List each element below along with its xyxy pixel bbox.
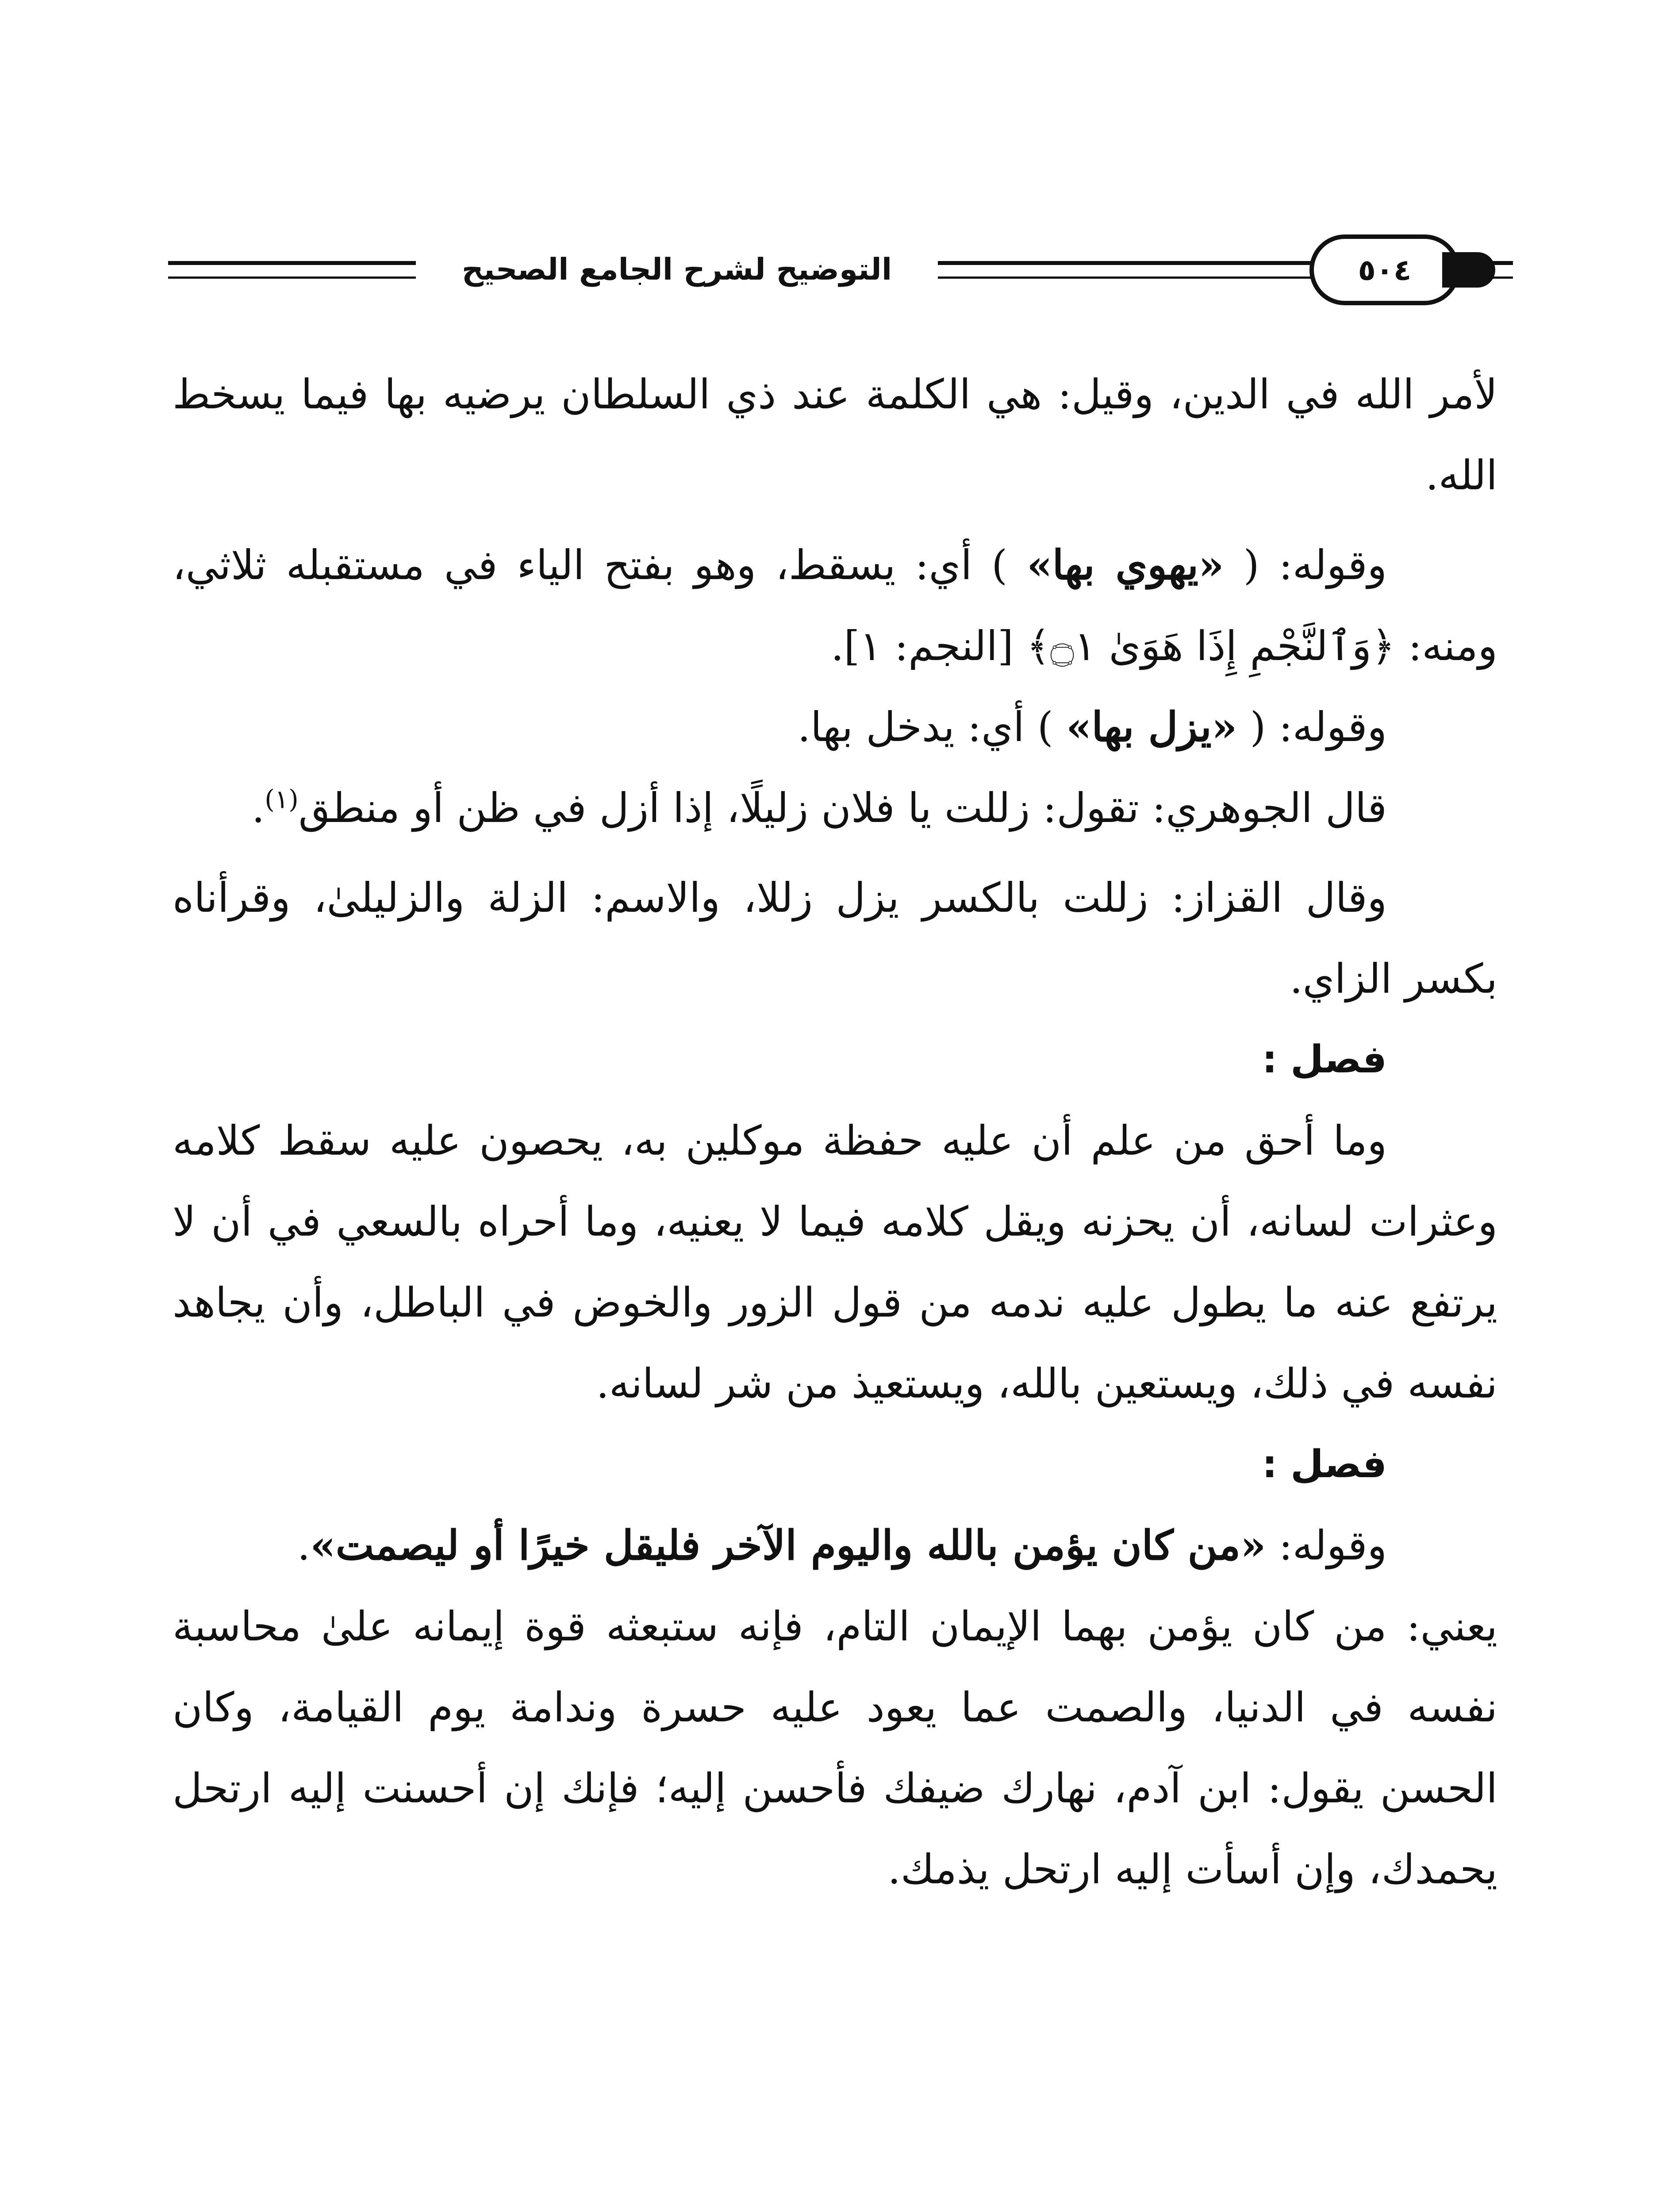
p2-pre: وقوله: ( bbox=[1224, 541, 1387, 589]
p7-end: . bbox=[297, 1522, 311, 1569]
paragraph-6: وما أحق من علم أن عليه حفظة موكلين به، يحصون عليه سقط كلامه وعثرات لسانه، أن يحزنه ويقل كلامه فيما لا يعنيه، وما أحراه بالسعي في أن لا يرتفع عنه ما يطول عليه ندمه من قول الزور والخوض في الباطل، وأن يجاهد نفسه في ذلك، ويستعين بالله، ويستعيذ من شر لسانه. bbox=[173, 1117, 1497, 1407]
header-left-rule-top bbox=[168, 261, 416, 265]
p4-text: قال الجوهري: تقول: زللت يا فلان زليلًا، إذا أزل في ظن أو منطق bbox=[298, 784, 1387, 832]
paragraph-2 bbox=[173, 525, 1497, 687]
footnote-ref: (١) bbox=[265, 784, 299, 814]
header-middle-rule-bottom bbox=[938, 276, 1318, 279]
main-text bbox=[173, 354, 1497, 1910]
page-number-badge: ٥٠٤ bbox=[1309, 234, 1460, 305]
header-right-rule-bottom bbox=[1491, 276, 1513, 279]
paragraph-7 bbox=[173, 1505, 1497, 1586]
section-heading-2: فصل : bbox=[1262, 1442, 1387, 1486]
page-badge-ornament bbox=[1442, 252, 1495, 288]
p3-post: ) أي: يدخل بها. bbox=[797, 703, 1067, 751]
header-left-rule-bottom bbox=[168, 276, 416, 279]
page-header bbox=[168, 230, 1513, 319]
paragraph-8: يعني: من كان يؤمن بهما الإيمان التام، فإنه ستبعثه قوة إيمانه علىٰ محاسبة نفسه في الدنيا، والصمت عما يعود عليه حسرة وندامة يوم القيامة، وكان الحسن يقول: ابن آدم، نهارك ضيفك فأحسن إليه؛ فإنك إن أحسنت إليه ارتحل يحمدك، وإن أسأت إليه ارتحل يذمك. bbox=[173, 1603, 1497, 1893]
header-right-rule-top bbox=[1491, 261, 1513, 265]
p7-quote: «من كان يؤمن بالله واليوم الآخر فليقل خيرًا أو ليصمت» bbox=[310, 1521, 1266, 1569]
p2-post: ) أي: يسقط، وهو بفتح الياء في مستقبله ثلاثي، ومنه: ﴿وَٱلنَّجْمِ إِذَا هَوَىٰ ۝١﴾ [النجم: ١]. bbox=[173, 541, 1497, 670]
p4-end: . bbox=[252, 784, 265, 832]
header-middle-rule-top bbox=[938, 261, 1318, 265]
p3-pre: وقوله: ( bbox=[1237, 703, 1387, 751]
p7-pre: وقوله: bbox=[1266, 1522, 1387, 1569]
p3-quote: «يزل بها» bbox=[1066, 703, 1237, 751]
section-heading-1: فصل : bbox=[1262, 1037, 1387, 1082]
paragraph-3 bbox=[173, 687, 1497, 768]
paragraph-1: لأمر الله في الدين، وقيل: هي الكلمة عند ذي السلطان يرضيه بها فيما يسخط الله. bbox=[173, 371, 1497, 499]
paragraph-5: وقال القزاز: زللت بالكسر يزل زللا، والاسم: الزلة والزليلىٰ، وقرأناه بكسر الزاي. bbox=[173, 874, 1497, 1002]
paragraph-4 bbox=[173, 768, 1497, 849]
running-title: التوضيح لشرح الجامع الصحيح bbox=[461, 252, 892, 287]
p2-quote: «يهوي بها» bbox=[1027, 541, 1224, 589]
